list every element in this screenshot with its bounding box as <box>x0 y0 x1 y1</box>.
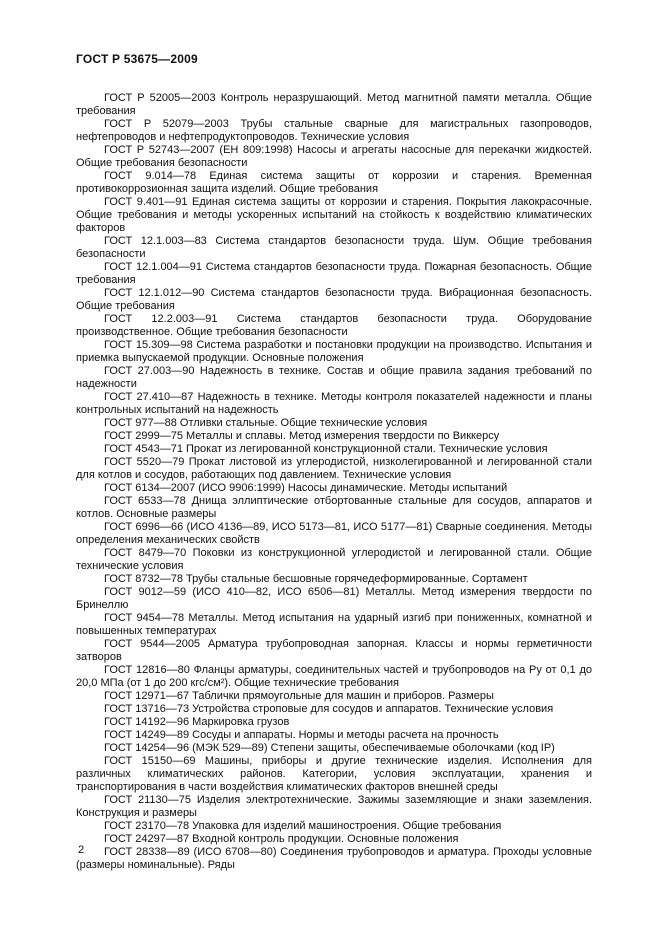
reference-item: ГОСТ 8479—70 Поковки из конструкционной углеродистой и легированной стали. Общие технические условия <box>76 547 592 572</box>
reference-item: ГОСТ 6134—2007 (ИСО 9906:1999) Насосы динамические. Методы испытаний <box>104 482 508 494</box>
reference-item: ГОСТ 9544—2005 Арматура трубопроводная запорная. Классы и нормы герметичности затворов <box>76 638 592 663</box>
reference-item: ГОСТ 4543—71 Прокат из легированной конструкционной стали. Технические условия <box>104 443 548 455</box>
reference-item: ГОСТ 14249—89 Сосуды и аппараты. Нормы и методы расчета на прочность <box>104 729 499 741</box>
reference-item: ГОСТ 12816—80 Фланцы арматуры, соединительных частей и трубопроводов на Ру от 0,1 до 20,0 МПа (от 1 до 200 кгс/см²). Общие технические требования <box>76 664 592 689</box>
reference-item: ГОСТ 13716—73 Устройства строповые для сосудов и аппаратов. Технические условия <box>104 703 554 715</box>
reference-item: ГОСТ 12.2.003—91 Система стандартов безопасности труда. Оборудование производственное. Общие требования безопасности <box>76 313 592 338</box>
document-header: ГОСТ Р 53675—2009 <box>76 52 198 66</box>
reference-item: ГОСТ 9.014—78 Единая система защиты от коррозии и старения. Временная противокоррозионная защита изделий. Общие требования <box>76 170 592 195</box>
reference-item: ГОСТ 6533—78 Днища эллиптические отбортованные стальные для сосудов, аппаратов и котлов. Основные размеры <box>76 495 592 520</box>
reference-item: ГОСТ 27.003—90 Надежность в технике. Состав и общие правила задания требований по надежности <box>76 365 592 390</box>
reference-item: ГОСТ 14254—96 (МЭК 529—89) Степени защиты, обеспечиваемые оболочками (код IP) <box>104 742 555 754</box>
reference-item: ГОСТ 9012—59 (ИСО 410—82, ИСО 6506—81) Металлы. Метод измерения твердости по Бринеллю <box>76 586 592 611</box>
reference-item: ГОСТ 6996—66 (ИСО 4136—89, ИСО 5173—81, ИСО 5177—81) Сварные соединения. Методы определения механических свойств <box>76 521 592 546</box>
reference-item: ГОСТ 12.1.012—90 Система стандартов безопасности труда. Вибрационная безопасность. Общие требования <box>76 287 592 312</box>
reference-item: ГОСТ Р 52743—2007 (ЕН 809:1998) Насосы и агрегаты насосные для перекачки жидкостей. Общие требования безопасности <box>76 144 592 169</box>
reference-item: ГОСТ 977—88 Отливки стальные. Общие технические условия <box>104 417 428 429</box>
reference-item: ГОСТ 12.1.004—91 Система стандартов безопасности труда. Пожарная безопасность. Общие требования <box>76 261 592 286</box>
reference-item: ГОСТ 28338—89 (ИСО 6708—80) Соединения трубопроводов и арматура. Проходы условные (размеры номинальные). Ряды <box>76 846 592 871</box>
page-number: 2 <box>78 844 85 856</box>
reference-item: ГОСТ Р 52079—2003 Трубы стальные сварные для магистральных газопроводов, нефтепроводов и нефтепродуктопроводов. Технические условия <box>76 118 592 143</box>
reference-item: ГОСТ 24297—87 Входной контроль продукции. Основные положения <box>104 833 459 845</box>
reference-item: ГОСТ Р 52005—2003 Контроль неразрушающий. Метод магнитной памяти металла. Общие требования <box>76 92 592 117</box>
reference-item: ГОСТ 12.1.003—83 Система стандартов безопасности труда. Шум. Общие требования безопасности <box>76 235 592 260</box>
reference-item: ГОСТ 27.410—87 Надежность в технике. Методы контроля показателей надежности и планы контрольных испытаний на надежность <box>76 391 592 416</box>
reference-item: ГОСТ 21130—75 Изделия электротехнические. Зажимы заземляющие и знаки заземления. Конструкция и размеры <box>76 794 592 819</box>
reference-item: ГОСТ 14192—96 Маркировка грузов <box>104 716 290 728</box>
reference-item: ГОСТ 9454—78 Металлы. Метод испытания на ударный изгиб при пониженных, комнатной и повышенных температурах <box>76 612 592 637</box>
reference-item: ГОСТ 2999—75 Металлы и сплавы. Метод измерения твердости по Виккерсу <box>104 430 500 442</box>
reference-item: ГОСТ 23170—78 Упаковка для изделий машиностроения. Общие требования <box>104 820 502 832</box>
references-list <box>76 92 592 872</box>
reference-item: ГОСТ 12971—67 Таблички прямоугольные для машин и приборов. Размеры <box>104 690 494 702</box>
reference-item: ГОСТ 15150—69 Машины, приборы и другие технические изделия. Исполнения для различных климатических районов. Категории, условия эксплуатации, хранения и транспортирования в части воздействия климатических факторов внешней среды <box>76 755 592 793</box>
reference-item: ГОСТ 5520—79 Прокат листовой из углеродистой, низколегированной и легированной стали для котлов и сосудов, работающих под давлением. Технические условия <box>76 456 592 481</box>
reference-item: ГОСТ 9.401—91 Единая система защиты от коррозии и старения. Покрытия лакокрасочные. Общие требования и методы ускоренных испытаний на стойкость к воздействию климатических факторов <box>76 196 592 234</box>
reference-item: ГОСТ 15.309—98 Система разработки и постановки продукции на производство. Испытания и приемка выпускаемой продукции. Основные положения <box>76 339 592 364</box>
reference-item: ГОСТ 8732—78 Трубы стальные бесшовные горячедеформированные. Сортамент <box>104 573 528 585</box>
